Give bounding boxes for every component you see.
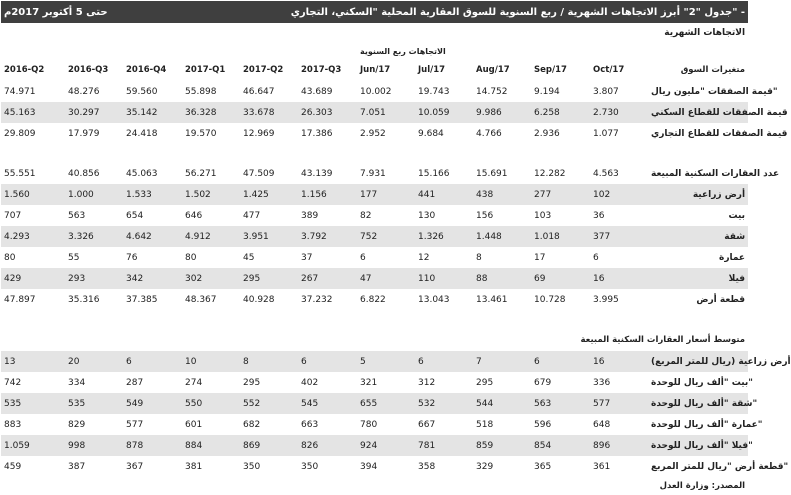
table-cell: 679 [534, 377, 552, 388]
table-cell: 707 [4, 210, 22, 221]
row-label: قيمة الصفقات "مليون ريال" [651, 86, 778, 97]
table-cell: 6 [123, 351, 182, 372]
table-row [1, 351, 748, 372]
column-header: Jun/17 [360, 65, 391, 75]
table-cell: 6 [531, 351, 590, 372]
row-label: أرض زراعية [648, 184, 748, 205]
table-cell: 19.570 [185, 128, 217, 139]
table-cell: 55.898 [185, 86, 217, 97]
table-row [1, 268, 748, 289]
table-cell: 6 [593, 252, 599, 263]
table-cell: 4.293 [1, 226, 65, 247]
table-cell: 321 [360, 377, 378, 388]
table-row [1, 456, 748, 477]
table-cell: 12.282 [534, 168, 566, 179]
table-cell: 110 [415, 268, 473, 289]
column-header: 2016-Q4 [126, 65, 167, 75]
table-row [1, 414, 748, 435]
table-cell: 4.766 [476, 128, 502, 139]
table-cell: 3.951 [240, 226, 298, 247]
table-cell: 9.194 [534, 86, 560, 97]
table-cell: 549 [123, 393, 182, 414]
table-cell: 365 [534, 461, 552, 472]
row-label: قيمة الصفقات للقطاع التجاري [651, 128, 788, 139]
row-label: عمارة "ألف ريال للوحدة" [651, 419, 763, 430]
table-cell: 40.928 [243, 294, 275, 305]
table-cell: 2.730 [590, 102, 648, 123]
table-cell: 20 [65, 351, 123, 372]
row-label: شقة [648, 226, 748, 247]
table-cell: 438 [473, 184, 531, 205]
table-row [1, 226, 748, 247]
table-cell: 312 [418, 377, 436, 388]
table-cell: 47 [357, 268, 415, 289]
table-cell: 667 [418, 419, 436, 430]
spacer-row [1, 144, 748, 163]
table-cell: 55 [68, 252, 80, 263]
table-cell: 7.931 [360, 168, 386, 179]
section-monthly-label: الاتجاهات الشهرية [664, 28, 746, 38]
table-cell: 19.743 [418, 86, 450, 97]
table-cell: 358 [418, 461, 436, 472]
table-cell: 998 [65, 435, 123, 456]
section-prices-label: متوسط أسعار العقارات السكنية المبيعة [580, 335, 746, 345]
table-cell: 648 [593, 419, 611, 430]
column-header: 2016-Q2 [4, 65, 45, 75]
table-cell: 302 [182, 268, 240, 289]
table-cell: 10 [182, 351, 240, 372]
table-cell: 869 [240, 435, 298, 456]
table-cell: 1.156 [298, 184, 357, 205]
table-cell: 130 [418, 210, 436, 221]
table-cell: 1.502 [182, 184, 240, 205]
table-cell: 329 [476, 461, 494, 472]
quarterly-section-row [1, 43, 748, 59]
table-cell: 381 [185, 461, 203, 472]
spacer-row [1, 310, 748, 329]
table-cell: 350 [243, 461, 261, 472]
table-cell: 287 [126, 377, 144, 388]
table-cell: 532 [415, 393, 473, 414]
table-cell: 5 [357, 351, 415, 372]
column-header: Aug/17 [476, 65, 510, 75]
table-cell: 1.018 [531, 226, 590, 247]
table-cell: 35.142 [123, 102, 182, 123]
table-row [1, 435, 748, 456]
table-cell: 389 [301, 210, 319, 221]
table-cell: 1.059 [1, 435, 65, 456]
table-cell: 82 [360, 210, 372, 221]
table-cell: 16 [590, 351, 648, 372]
table-cell: 10.002 [360, 86, 392, 97]
row-label: عمارة [719, 252, 746, 263]
table-cell: 35.316 [68, 294, 100, 305]
table-cell: 10.728 [534, 294, 566, 305]
table-cell: 37.232 [301, 294, 333, 305]
table-cell: 535 [65, 393, 123, 414]
table-cell: 377 [590, 226, 648, 247]
table-cell: 293 [65, 268, 123, 289]
table-cell: 4.912 [182, 226, 240, 247]
table-cell: 76 [126, 252, 138, 263]
table-cell: 47.897 [4, 294, 36, 305]
table-cell: 88 [473, 268, 531, 289]
table-cell: 295 [476, 377, 494, 388]
table-cell: 752 [357, 226, 415, 247]
table-cell: 9.684 [418, 128, 444, 139]
table-cell: 48.276 [68, 86, 100, 97]
table-row [1, 81, 748, 102]
row-label: بيت "ألف ريال للوحدة" [651, 377, 753, 388]
row-label-header: متغيرات السوق [680, 65, 746, 75]
table-cell: 17.386 [301, 128, 333, 139]
column-header: 2016-Q3 [68, 65, 109, 75]
table-cell: 924 [357, 435, 415, 456]
table-row [1, 184, 748, 205]
column-header: Sep/17 [534, 65, 567, 75]
table-cell: 6 [298, 351, 357, 372]
table-row [1, 123, 748, 144]
table-cell: 40.856 [68, 168, 100, 179]
table-cell: 646 [185, 210, 203, 221]
table-title: جدول "2" أبرز الاتجاهات الشهرية / ربع السنوية للسوق العقارية المحلية "السكني، التجاري" - [182, 1, 748, 23]
transactions-value-group [1, 81, 788, 144]
table-cell: 17.979 [68, 128, 100, 139]
table-cell: 563 [68, 210, 86, 221]
monthly-section-row [1, 23, 748, 43]
table-cell: 29.809 [4, 128, 36, 139]
table-cell: 552 [240, 393, 298, 414]
table-row [1, 289, 748, 310]
table-cell: 387 [68, 461, 86, 472]
table-cell: 829 [68, 419, 86, 430]
table-cell: 45.163 [1, 102, 65, 123]
table-row [1, 372, 748, 393]
section-quarterly-label: الاتجاهات ربع السنوية [360, 46, 446, 56]
table-row [1, 102, 748, 123]
table-cell: 367 [126, 461, 144, 472]
table-row [1, 393, 748, 414]
table-cell: 12 [418, 252, 430, 263]
table-cell: 663 [301, 419, 319, 430]
table-cell: 14.752 [476, 86, 508, 97]
table-cell: 3.995 [593, 294, 619, 305]
title-row [1, 1, 748, 23]
table-cell: 37 [301, 252, 313, 263]
table-cell: 2.952 [360, 128, 386, 139]
table-cell: 342 [123, 268, 182, 289]
table-cell: 545 [298, 393, 357, 414]
table-cell: 8 [476, 252, 482, 263]
table-cell: 577 [126, 419, 144, 430]
header-row [1, 59, 748, 81]
table-cell: 1.560 [1, 184, 65, 205]
table-cell: 826 [298, 435, 357, 456]
table-cell: 156 [476, 210, 494, 221]
row-label: شقة "ألف ريال للوحدة" [648, 393, 748, 414]
table-cell: 394 [360, 461, 378, 472]
table-cell: 56.271 [185, 168, 217, 179]
table-cell: 80 [185, 252, 197, 263]
units-sold-group [1, 163, 780, 310]
table-cell: 45 [243, 252, 255, 263]
table-cell: 742 [4, 377, 22, 388]
table-cell: 878 [123, 435, 182, 456]
table-cell: 361 [593, 461, 611, 472]
table-cell: 535 [1, 393, 65, 414]
table-row [1, 205, 748, 226]
row-label: قطعة أرض "ريال للمتر المربع" [651, 461, 789, 472]
table-cell: 518 [476, 419, 494, 430]
row-label: بيت [728, 210, 746, 221]
table-cell: 3.326 [65, 226, 123, 247]
table-cell: 43.139 [301, 168, 333, 179]
table-cell: 102 [590, 184, 648, 205]
table-cell: 177 [357, 184, 415, 205]
table-cell: 682 [243, 419, 261, 430]
table-cell: 74.971 [4, 86, 36, 97]
report-date: حتى 5 أكتوبر 2017م [1, 1, 182, 23]
table-cell: 1.000 [65, 184, 123, 205]
row-label: قيمة الصفقات للقطاع السكني [648, 102, 748, 123]
source-note: المصدر: وزارة العدل [659, 481, 746, 491]
table-cell: 6 [415, 351, 473, 372]
column-header: Jul/17 [418, 65, 446, 75]
table-cell: 103 [534, 210, 552, 221]
table-cell: 45.063 [126, 168, 158, 179]
table-cell: 577 [590, 393, 648, 414]
table-cell: 781 [415, 435, 473, 456]
table-cell: 3.792 [298, 226, 357, 247]
table-row [1, 247, 748, 268]
table-cell: 17 [534, 252, 546, 263]
row-label: عدد العقارات السكنية المبيعة [651, 168, 780, 179]
table-cell: 13 [1, 351, 65, 372]
table-cell: 883 [4, 419, 22, 430]
table-cell: 441 [415, 184, 473, 205]
table-cell: 601 [185, 419, 203, 430]
table-cell: 80 [4, 252, 16, 263]
table-cell: 859 [473, 435, 531, 456]
table-cell: 37.385 [126, 294, 158, 305]
column-header: 2017-Q1 [185, 65, 226, 75]
table-cell: 550 [182, 393, 240, 414]
table-cell: 1.533 [123, 184, 182, 205]
table-cell: 884 [182, 435, 240, 456]
table-cell: 596 [534, 419, 552, 430]
table-cell: 24.418 [126, 128, 158, 139]
table-cell: 36 [593, 210, 605, 221]
table-cell: 274 [185, 377, 203, 388]
table-cell: 3.807 [593, 86, 619, 97]
table-cell: 15.691 [476, 168, 508, 179]
table-cell: 16 [590, 268, 648, 289]
column-header: Oct/17 [593, 65, 625, 75]
table-cell: 9.986 [473, 102, 531, 123]
table-cell: 12.969 [243, 128, 275, 139]
table-cell: 4.642 [123, 226, 182, 247]
table-cell: 1.077 [593, 128, 619, 139]
table-cell: 7 [473, 351, 531, 372]
table-cell: 2.936 [534, 128, 560, 139]
table-cell: 10.059 [415, 102, 473, 123]
table-cell: 780 [360, 419, 378, 430]
table-cell: 33.678 [240, 102, 298, 123]
table-cell: 350 [301, 461, 319, 472]
table-cell: 459 [4, 461, 22, 472]
table-cell: 30.297 [65, 102, 123, 123]
table-cell: 429 [1, 268, 65, 289]
table-cell: 7.051 [357, 102, 415, 123]
row-label: فيلا [648, 268, 748, 289]
table-cell: 13.461 [476, 294, 508, 305]
table-cell: 896 [590, 435, 648, 456]
table-cell: 563 [531, 393, 590, 414]
table-cell: 654 [126, 210, 144, 221]
table-cell: 402 [301, 377, 319, 388]
table-cell: 655 [357, 393, 415, 414]
table-cell: 47.509 [243, 168, 275, 179]
table-cell: 295 [240, 268, 298, 289]
row-label: فيلا "ألف ريال للوحدة" [648, 435, 748, 456]
prices-section-row [1, 329, 748, 351]
table-cell: 15.166 [418, 168, 450, 179]
table-cell: 13.043 [418, 294, 450, 305]
table-cell: 59.560 [126, 86, 158, 97]
table-cell: 36.328 [182, 102, 240, 123]
table-cell: 854 [531, 435, 590, 456]
source-row [1, 477, 748, 495]
table-cell: 69 [531, 268, 590, 289]
table-cell: 55.551 [4, 168, 36, 179]
trends-table [1, 1, 791, 495]
table-cell: 477 [243, 210, 261, 221]
table-cell: 48.367 [185, 294, 217, 305]
table-cell: 4.563 [593, 168, 619, 179]
average-prices-group [1, 351, 791, 477]
table-cell: 295 [243, 377, 261, 388]
table-cell: 277 [531, 184, 590, 205]
row-label: أرض زراعية (ريال للمتر المربع) [648, 351, 748, 372]
table-cell: 544 [473, 393, 531, 414]
table-cell: 8 [240, 351, 298, 372]
table-cell: 1.425 [240, 184, 298, 205]
row-label: قطعة أرض [696, 294, 746, 305]
table-cell: 46.647 [243, 86, 275, 97]
table-cell: 1.326 [415, 226, 473, 247]
table-cell: 336 [593, 377, 611, 388]
table-cell: 26.303 [298, 102, 357, 123]
table-row [1, 163, 748, 184]
table-cell: 6 [360, 252, 366, 263]
table-cell: 267 [298, 268, 357, 289]
table-cell: 43.689 [301, 86, 333, 97]
table-cell: 6.822 [360, 294, 386, 305]
table-cell: 334 [68, 377, 86, 388]
table-cell: 6.258 [531, 102, 590, 123]
table-cell: 1.448 [473, 226, 531, 247]
column-header: 2017-Q3 [301, 65, 342, 75]
column-header: 2017-Q2 [243, 65, 284, 75]
